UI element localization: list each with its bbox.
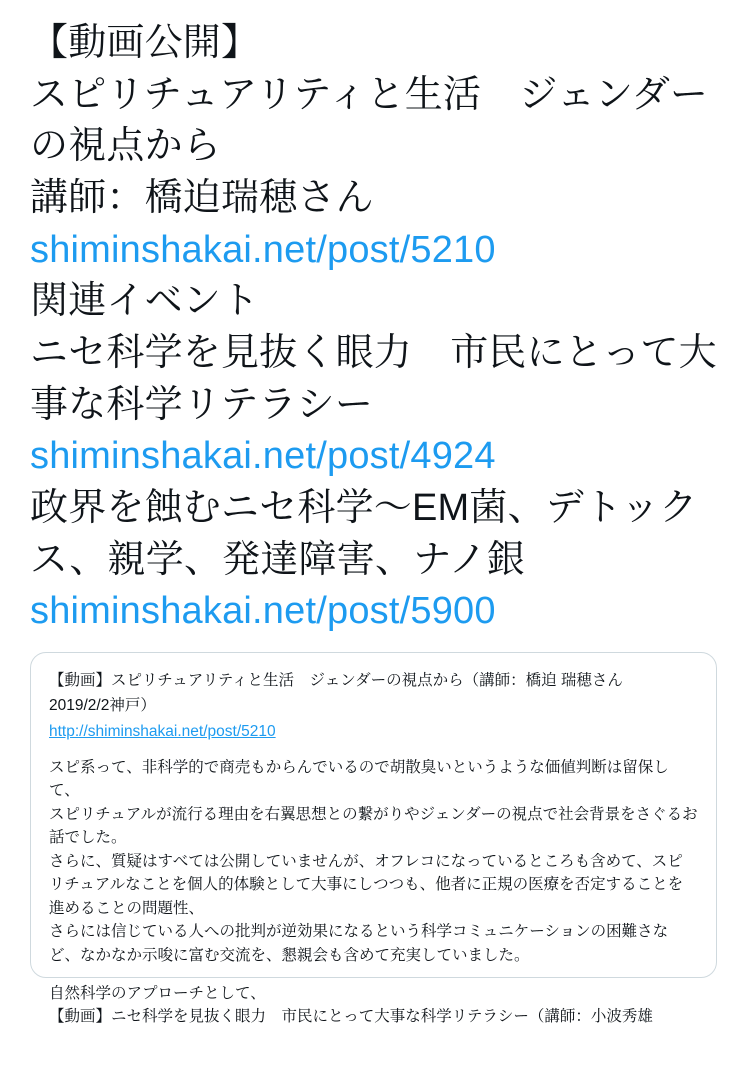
post-line-2: スピリチュアリティと生活 ジェンダーの視点から bbox=[30, 73, 709, 168]
post-line-4: 関連イベント bbox=[30, 280, 260, 323]
quoted-tail-line-2: 【動画】ニセ科学を見抜く眼力 市民にとって大事な科学リテラシー（講師：小波秀雄 bbox=[49, 1007, 653, 1025]
quoted-title-line-1: 【動画】スピリチュアリティと生活 ジェンダーの視点から（講師：橋迫 瑞穂さん bbox=[49, 672, 623, 690]
post-text bbox=[30, 18, 717, 638]
quoted-url-link[interactable]: http://shiminshakai.net/post/5210 bbox=[49, 722, 276, 740]
post-line-6: 政界を蝕むニセ科学〜EM菌、デトックス、親学、発達障害、ナノ銀 bbox=[30, 487, 698, 581]
post-line-1: 【動画公開】 bbox=[30, 22, 260, 64]
quoted-tail-line-1: 自然科学のアプローチとして、 bbox=[49, 984, 266, 1002]
quoted-paragraph-2: スピリチュアルが流行る理由を右翼思想との繋がりやジェンダーの視点で社会背景をさぐるお話でした。 bbox=[49, 805, 698, 847]
quoted-link-card[interactable] bbox=[30, 652, 717, 1025]
quoted-paragraph-3: さらに、質疑はすべては公開していませんが、オフレコになっているところも含めて、スピリチュアルなことを個人的体験として大事にしつつも、他者に正規の医療を否定することを進めることの問題性、 bbox=[49, 852, 684, 917]
quoted-paragraph-1: スピ系って、非科学的で商売もからんでいるので胡散臭いというような価値判断は留保して、 bbox=[49, 758, 669, 800]
post-line-3: 講師：橋迫瑞穂さん bbox=[30, 177, 374, 220]
post-link-4924[interactable]: shiminshakai.net/post/4924 bbox=[30, 435, 496, 478]
post-line-5: ニセ科学を見抜く眼力 市民にとって大事な科学リテラシー bbox=[30, 332, 717, 426]
post-link-5210[interactable]: shiminshakai.net/post/5210 bbox=[30, 228, 496, 271]
quoted-paragraph-4: さらには信じている人への批判が逆効果になるという科学コミュニケーションの困難さなど、なかなか示唆に富む交流を、懇親会も含めて充実していました。 bbox=[49, 923, 669, 964]
quoted-title-line-2: 2019/2/2神戸） bbox=[49, 697, 156, 715]
post-link-5900[interactable]: shiminshakai.net/post/5900 bbox=[30, 590, 496, 633]
